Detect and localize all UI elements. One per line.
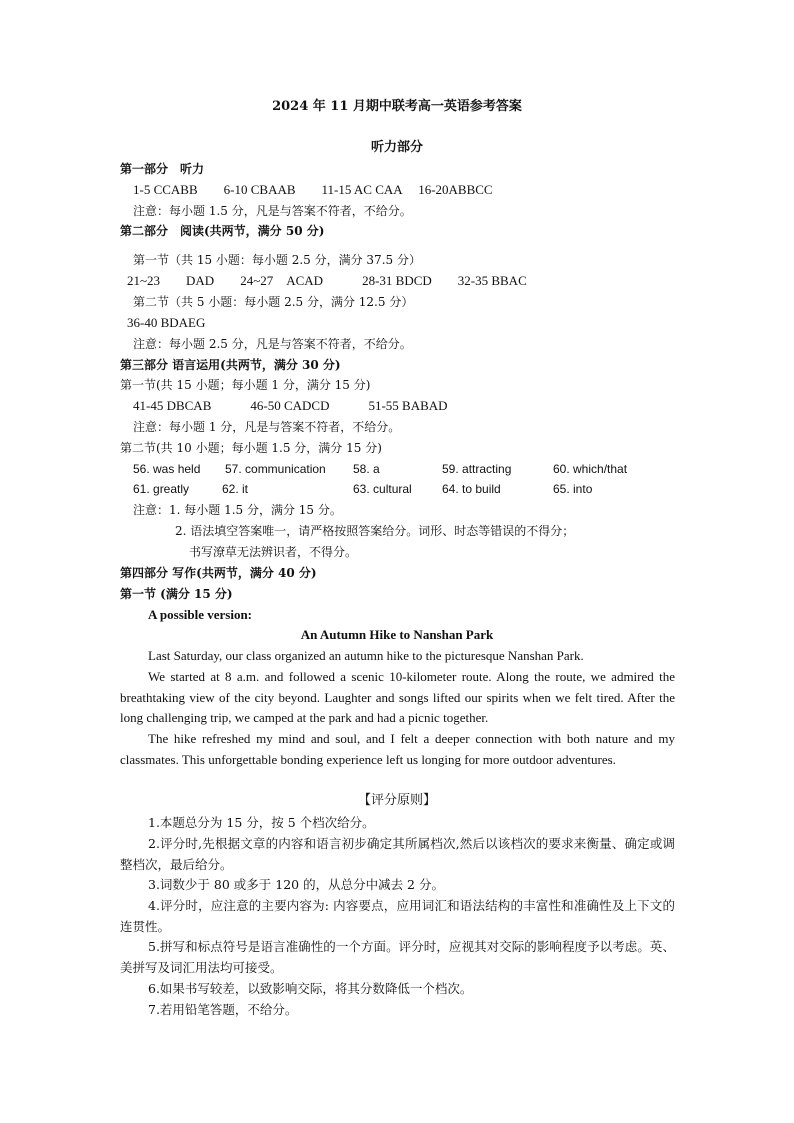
part3-section1-note: 注意：每小题 1 分，凡是与答案不符者，不给分。 — [133, 420, 401, 434]
part2-section1-heading: 第一节（共 15 小题：每小题 2.5 分，满分 37.5 分） — [133, 253, 421, 267]
answer-64: 64. to build — [442, 482, 501, 496]
part4-section1-heading: 第一节 (满分 15 分) — [120, 587, 233, 601]
grading-rule-7: 7.若用铅笔答题，不给分。 — [148, 1002, 298, 1017]
grading-rule-4: 4.评分时，应注意的主要内容为: 内容要点，应用词汇和语法结构的丰富性和准确性及上下文的连贯性。 — [120, 898, 675, 934]
part3-section2-heading: 第二节(共 10 小题；每小题 1.5 分，满分 15 分) — [120, 441, 382, 455]
part2-section2-heading: 第二节（共 5 小题：每小题 2.5 分，满分 12.5 分） — [133, 295, 414, 309]
part2-section1-answers: 21~23 DAD 24~27 ACAD 28-31 BDCD 32-35 BBAC — [127, 273, 527, 288]
grading-rule-6: 6.如果书写较差，以致影响交际，将其分数降低一个档次。 — [148, 981, 473, 996]
answer-61: 61. greatly — [133, 482, 190, 496]
part1-answers: 1-5 CCABB 6-10 CBAAB 11-15 AC CAA 16-20ABBCC — [133, 182, 493, 197]
part2-heading: 第二部分 阅读(共两节，满分 50 分) — [120, 224, 325, 238]
answer-63: 63. cultural — [353, 482, 412, 496]
grading-rule-2: 2.评分时,先根据文章的内容和语言初步确定其所属档次,然后以该档次的要求来衡量、确定或调整档次，最后给分。 — [120, 836, 675, 872]
part2-note: 注意：每小题 2.5 分，凡是与答案不符者，不给分。 — [133, 337, 412, 351]
answer-58: 58. a — [353, 462, 380, 476]
essay-paragraph-1: Last Saturday, our class organized an autumn hike to the picturesque Nanshan Park. — [148, 648, 584, 663]
answer-62: 62. it — [222, 482, 249, 496]
answer-60: 60. which/that — [553, 462, 628, 476]
part1-note: 注意：每小题 1.5 分，凡是与答案不符者，不给分。 — [133, 204, 412, 218]
part4-heading: 第四部分 写作(共两节，满分 40 分) — [120, 566, 317, 580]
part3-note-3: 书写潦草无法辨识者，不得分。 — [189, 545, 358, 559]
part1-heading: 第一部分 听力 — [120, 162, 205, 176]
part2-section2-answers: 36-40 BDAEG — [127, 315, 206, 330]
essay-title: An Autumn Hike to Nanshan Park — [300, 627, 494, 642]
answer-56: 56. was held — [133, 462, 201, 476]
answer-57: 57. communication — [225, 462, 326, 476]
grading-rule-3: 3.词数少于 80 或多于 120 的，从总分中减去 2 分。 — [148, 877, 444, 892]
part3-section1-heading: 第一节(共 15 小题；每小题 1 分，满分 15 分) — [120, 378, 371, 392]
grading-heading: 【评分原则】 — [357, 793, 436, 808]
answer-65: 65. into — [553, 482, 593, 496]
listening-section-header: 听力部分 — [370, 140, 423, 155]
part3-note-1: 注意：1. 每小题 1.5 分，满分 15 分。 — [133, 503, 342, 517]
answer-59: 59. attracting — [442, 462, 512, 476]
part3-note-2: 2. 语法填空答案唯一，请严格按照答案给分。词形、时态等错误的不得分； — [175, 524, 575, 538]
part3-section1-answers: 41-45 DBCAB 46-50 CADCD 51-55 BABAD — [133, 398, 448, 413]
essay-paragraph-2: We started at 8 a.m. and followed a scenic 10-kilometer route. Along the route, we admired the breathtaking view of the city beyond. Laughter and songs lifted our spirits when we felt tired. After the long challenging trip, we camped at the park and had a picnic together. — [120, 669, 675, 725]
essay-paragraph-3: The hike refreshed my mind and soul, and I felt a deeper connection with both nature and my classmates. This unforgettable bonding experience left us longing for more outdoor adventures. — [120, 731, 675, 767]
part3-heading: 第三部分 语言运用(共两节，满分 30 分) — [120, 358, 341, 372]
document-title: 2024 年 11 月期中联考高一英语参考答案 — [272, 99, 522, 114]
possible-version-label: A possible version: — [148, 607, 253, 622]
grading-rule-5: 5.拼写和标点符号是语言准确性的一个方面。评分时，应视其对交际的影响程度予以考虑。英、美拼写及词汇用法均可接受。 — [120, 939, 675, 975]
grading-rule-1: 1.本题总分为 15 分，按 5 个档次给分。 — [148, 815, 375, 830]
